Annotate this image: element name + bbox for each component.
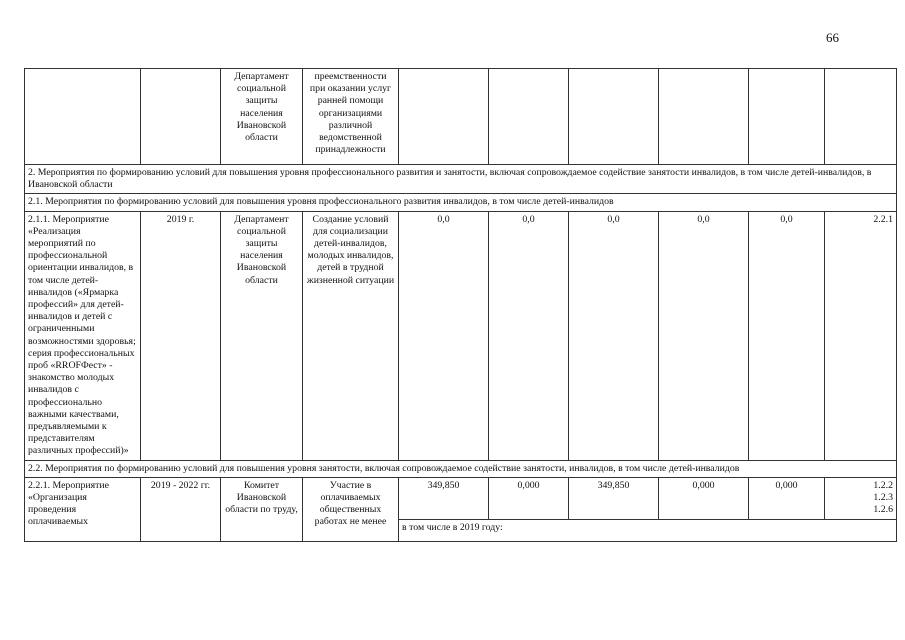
- executor-cell: Комитет Ивановской области по труду,: [221, 477, 303, 541]
- indicator-cell: [825, 477, 897, 519]
- value-cell: 349,850: [569, 477, 659, 519]
- table-row-2-1-1: [25, 211, 897, 460]
- indicator-value: 1.2.6: [873, 504, 893, 516]
- value-cell: 0,0: [489, 211, 569, 460]
- page-number: 66: [826, 30, 839, 45]
- result-cell: преемственности при оказании услуг ранней помощи организациями различной ведомственной принадлежности: [303, 69, 399, 165]
- indicator-cell: 2.2.1: [825, 211, 897, 460]
- table-row-continuation: [25, 69, 897, 165]
- value-cell: 0,0: [749, 211, 825, 460]
- section-2-1-heading: 2.1. Мероприятия по формированию условий для повышения уровня профессионального развития инвалидов, в том числе детей-инвалидов: [25, 194, 897, 211]
- indicator-value: 1.2.2: [873, 479, 893, 491]
- section-row: [25, 194, 897, 211]
- result-cell: Создание условий для социализации детей-инвалидов, молодых инвалидов, детей в трудной жизненной ситуации: [303, 211, 399, 460]
- value-cell: 0,0: [659, 211, 749, 460]
- indicator-value: 1.2.3: [873, 492, 893, 504]
- value-cell: 0,0: [569, 211, 659, 460]
- value-cell: 0,0: [399, 211, 489, 460]
- event-name-cell: 2.1.1. Мероприятие «Реализация мероприятий по профессиональной ориентации инвалидов, в том числе детей-инвалидов («Ярмарка профессий» для детей-инвалидов и детей с ограниченными возможностями здоровья; серия профессиональных проб «RROFФест» - знакомство молодых инвалидов с профессионально важными качествами, предъявляемыми к представителям различных профессий)»: [25, 211, 141, 460]
- section-2-heading: 2. Мероприятия по формированию условий для повышения уровня профессионального развития и занятости, включая сопровождаемое содействие занятости инвалидов, в том числе детей-инвалидов, в Ивановской области: [25, 165, 897, 194]
- event-name-cell: 2.2.1. Мероприятие «Организация проведения оплачиваемых: [25, 477, 141, 541]
- value-cell: 0,000: [659, 477, 749, 519]
- executor-cell: Департамент социальной защиты населения Ивановской области: [221, 211, 303, 460]
- period-cell: 2019 - 2022 гг.: [141, 477, 221, 541]
- section-row: [25, 460, 897, 477]
- period-cell: 2019 г.: [141, 211, 221, 460]
- section-row: [25, 165, 897, 194]
- program-table: [24, 68, 897, 542]
- section-2-2-heading: 2.2. Мероприятия по формированию условий для повышения уровня занятости, включая сопровождаемое содействие занятости, инвалидов, в том числе детей-инвалидов: [25, 460, 897, 477]
- executor-cell: Департамент социальной защиты населения Ивановской области: [221, 69, 303, 165]
- value-cell: 349,850: [399, 477, 489, 519]
- table-row-2-2-1: [25, 477, 897, 519]
- subtotal-label: в том числе в 2019 году:: [399, 519, 897, 541]
- value-cell: 0,000: [489, 477, 569, 519]
- value-cell: 0,000: [749, 477, 825, 519]
- result-cell: Участие в оплачиваемых общественных работах не менее: [303, 477, 399, 541]
